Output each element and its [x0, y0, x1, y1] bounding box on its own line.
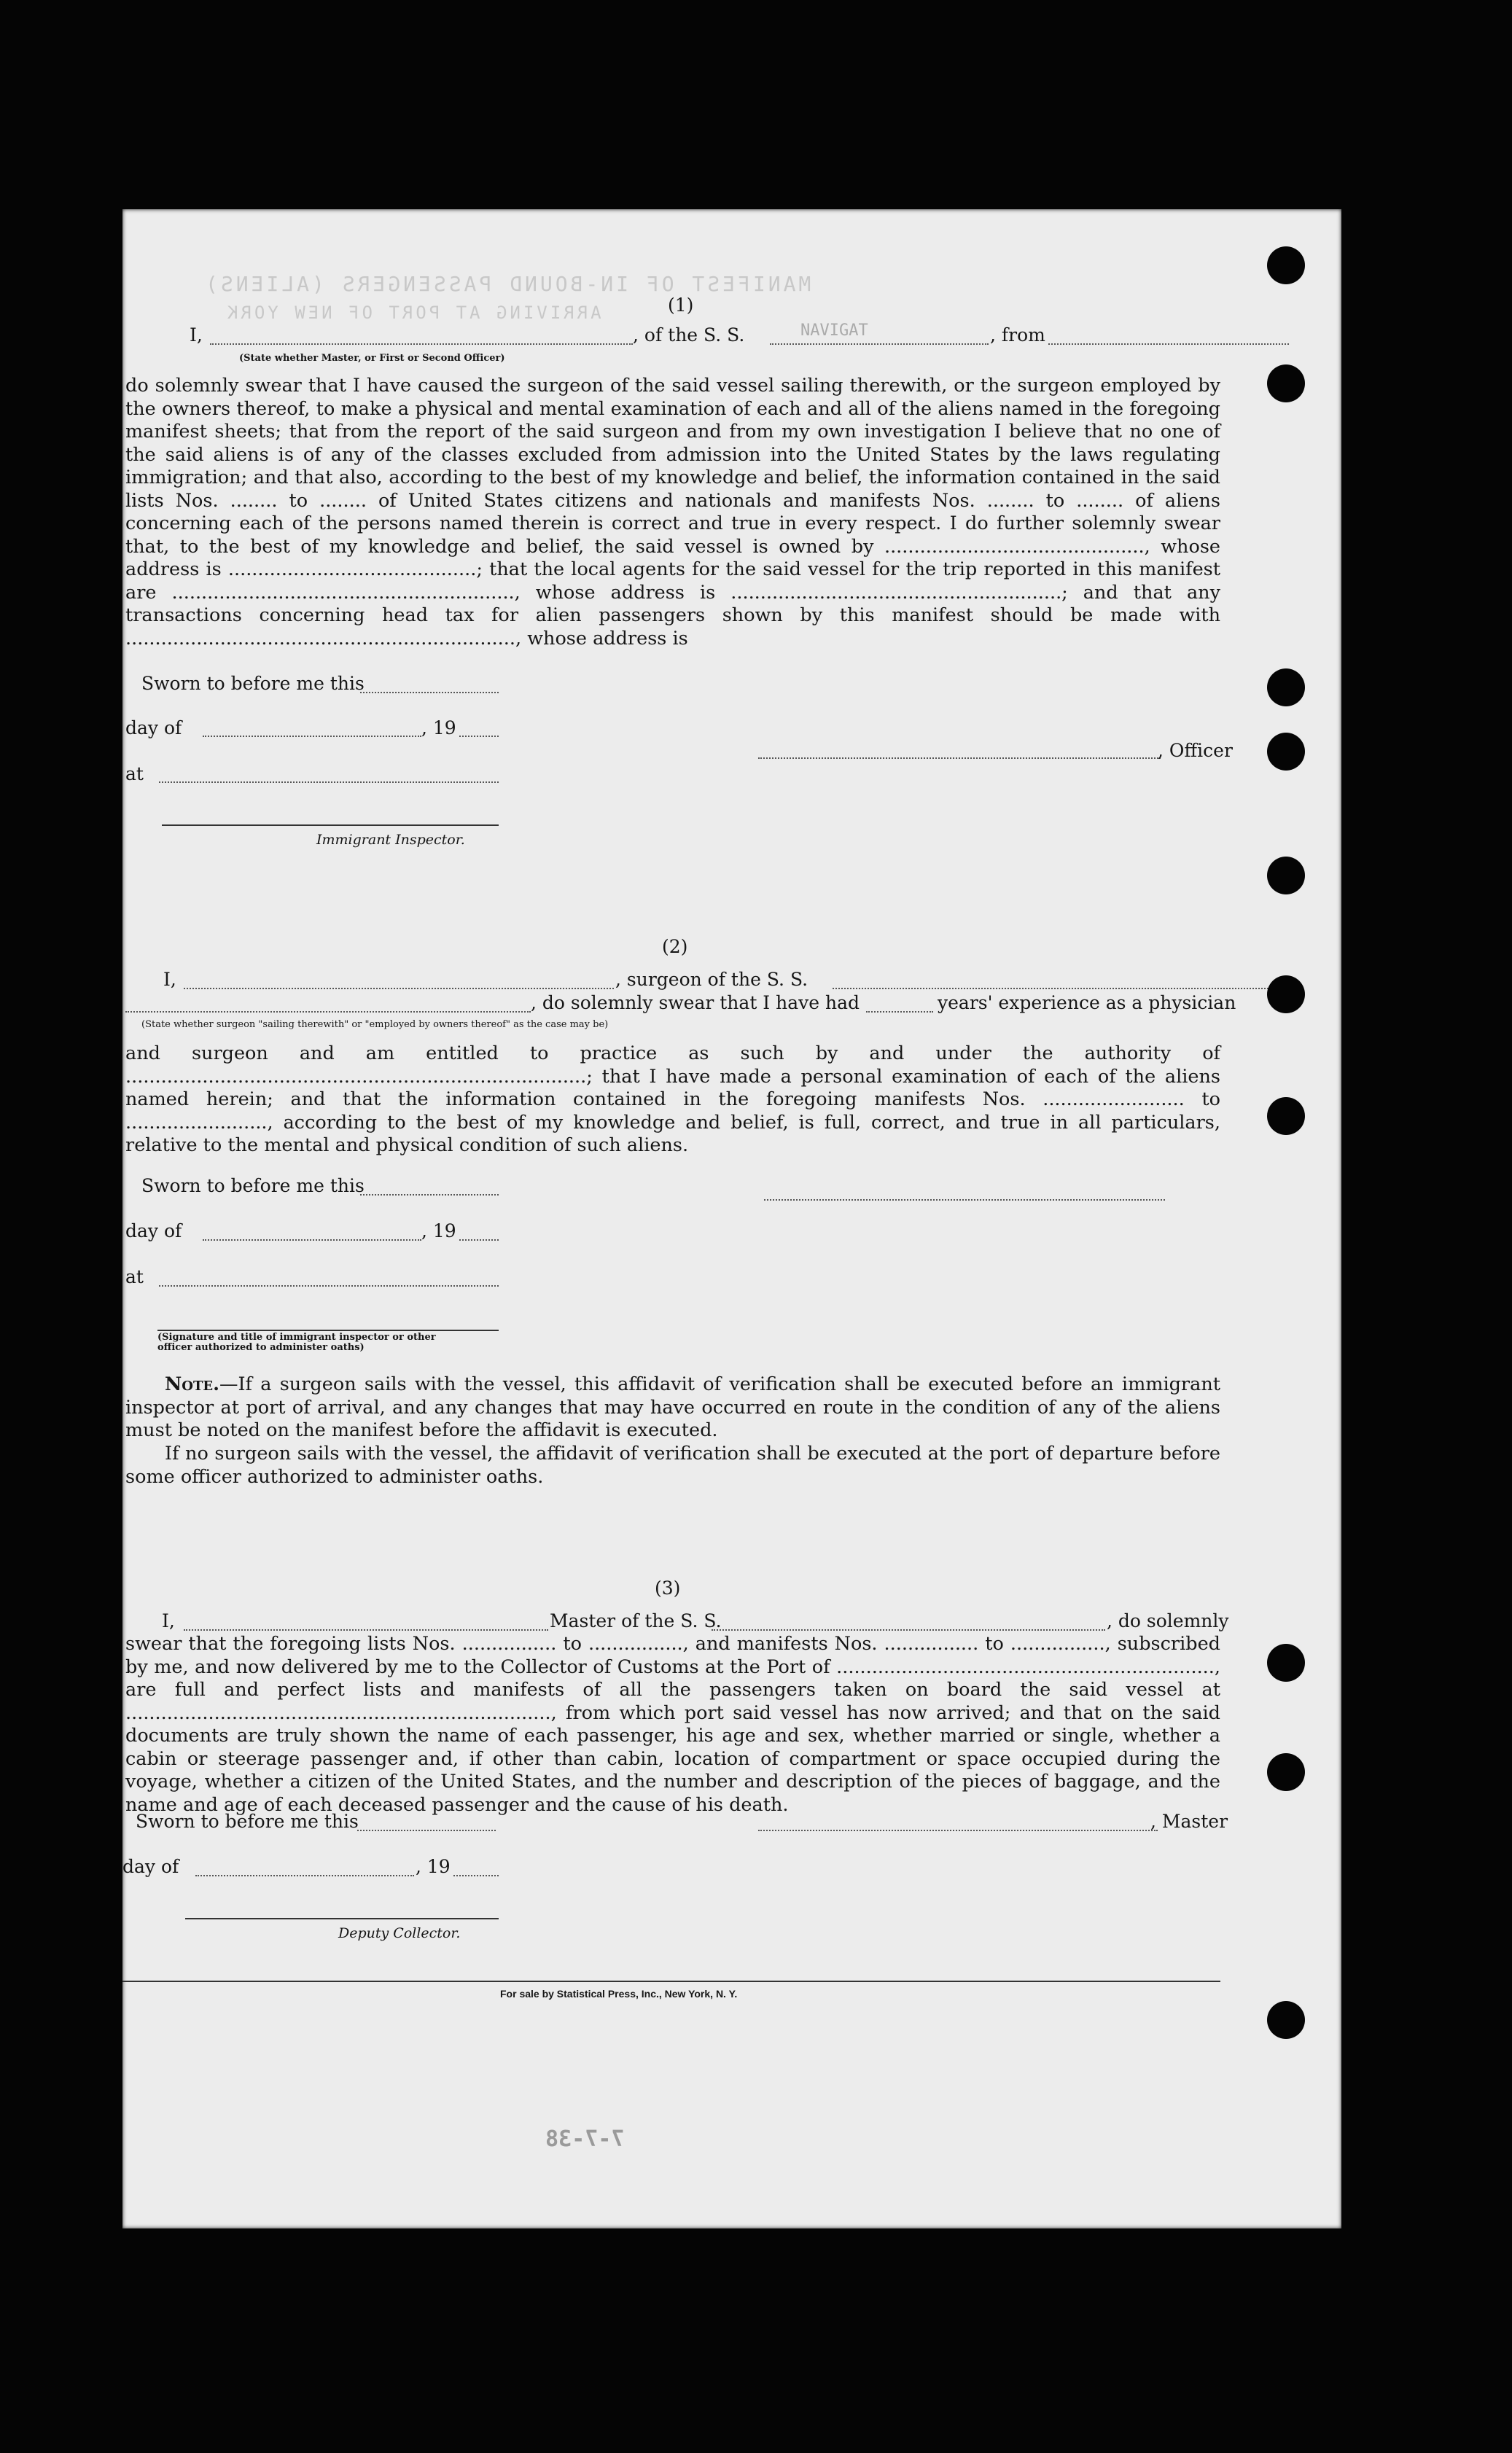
- manifest-back-sheet: [122, 209, 1341, 2228]
- s1-ship-name-blank: [770, 343, 989, 345]
- s3-master-signature-line: [758, 1830, 1158, 1831]
- s2-note-2: If no surgeon sails with the vessel, the affidavit of verification shall be executed at the port of departure before some officer authorized to administer oaths.: [125, 1443, 1220, 1488]
- s2-oath-text: and surgeon and am entitled to practice as such by and under the authority of ..............................................................................; that I have made a personal examination of each of the aliens named herein; and that the information contained in the foregoing manifests Nos. ........................ to ........................, according to the best of my knowledge and belief, is full, correct, and true in all particulars, relative to the mental and physical condition of such aliens.: [125, 1042, 1220, 1156]
- s1-at-label: at: [125, 763, 144, 784]
- s1-sworn-blank: [360, 692, 499, 693]
- s2-signature-note: (Signature and title of immigrant inspector or other officer authorized to administer oaths): [157, 1332, 436, 1353]
- s1-officer-name-blank: [210, 343, 633, 345]
- s1-i-label: I,: [190, 324, 203, 346]
- s2-at-label: at: [125, 1266, 144, 1287]
- s2-inspector-signature-line: [157, 1330, 499, 1331]
- s3-i-label: I,: [162, 1610, 175, 1631]
- section-2-number: (2): [662, 936, 688, 957]
- punch-hole-7: [1267, 1097, 1305, 1135]
- s3-collector-label: Deputy Collector.: [338, 1925, 461, 1941]
- s3-ship-blank: [712, 1629, 1105, 1631]
- s3-master-name-blank: [184, 1629, 548, 1631]
- s1-of-ss: , of the S. S.: [633, 324, 745, 346]
- s2-year-label: , 19: [421, 1220, 456, 1241]
- s2-sworn-blank: [360, 1194, 499, 1196]
- s2-ship-blank: [833, 988, 1292, 989]
- s3-sworn-label: Sworn to before me this: [136, 1811, 359, 1832]
- bleed-through-header-2: ARRIVING AT PORT OF NEW YORK: [225, 303, 601, 323]
- s2-years-label: years' experience as a physician: [938, 992, 1236, 1013]
- punch-hole-8: [1267, 1644, 1305, 1682]
- punch-hole-10: [1267, 2001, 1305, 2039]
- s3-year-blank: [453, 1875, 499, 1876]
- s3-master-label: , Master: [1150, 1811, 1228, 1832]
- s3-sworn-blank: [357, 1830, 496, 1831]
- s2-day-blank: [203, 1239, 421, 1241]
- s3-collector-signature-line: [185, 1918, 499, 1919]
- footer-imprint: For sale by Statistical Press, Inc., New York, N. Y.: [500, 1988, 738, 2000]
- s1-ship-name-handwritten: NAVIGAT: [800, 321, 868, 340]
- punch-hole-6: [1267, 975, 1305, 1013]
- footer-rule: [122, 1981, 1220, 1982]
- s1-inspector-signature-line: [162, 824, 499, 826]
- s3-day-of-label: day of: [122, 1856, 179, 1877]
- s1-year-blank: [459, 736, 499, 737]
- section-3-number: (3): [655, 1578, 681, 1599]
- punch-hole-4: [1267, 733, 1305, 771]
- s1-from-blank: [1048, 343, 1289, 345]
- punch-hole-3: [1267, 668, 1305, 706]
- s2-day-of-label: day of: [125, 1220, 182, 1241]
- bleed-through-stamp: 7-7-38: [545, 2126, 625, 2152]
- punch-hole-2: [1267, 364, 1305, 402]
- punch-hole-1: [1267, 246, 1305, 284]
- s2-note-text: —If a surgeon sails with the vessel, this affidavit of verification shall be executed before an immigrant inspector at port of arrival, and any changes that may have occurred en route in the condition of any of the aliens must be noted on the manifest before the affidavit is executed.: [125, 1373, 1220, 1441]
- s3-oath-text: swear that the foregoing lists Nos. ................ to ................, and manifests Nos. ................ to ................, subscribed by me, and now delivered by me to the Collector of Customs at the Port of ................................................................, are full and perfect lists and manifests of all the passengers taken on board the said vessel at ........................................................................, from which port said vessel has now arrived; and that on the said documents are truly shown the name of each passenger, his age and sex, whether married or single, whether a cabin or steerage passenger and, if other than cabin, location of compartment or space occupied during the voyage, whether a citizen of the United States, and the number and description of the pieces of baggage, and the name and age of each deceased passenger and the cause of his death.: [125, 1633, 1220, 1816]
- s2-sworn-label: Sworn to before me this: [141, 1175, 365, 1196]
- s2-surgeon-name-blank: [184, 988, 614, 989]
- s1-officer-signature-line: [758, 757, 1161, 759]
- s2-year-blank: [459, 1239, 499, 1241]
- s3-master-of: Master of the S. S.: [550, 1610, 722, 1631]
- s1-oath-text: do solemnly swear that I have caused the surgeon of the said vessel sailing therewith, or the surgeon employed by the owners thereof, to make a physical and mental examination of each and all of the aliens named in the foregoing manifest sheets; that from the report of the said surgeon and from my own investigation I believe that no one of the said aliens is of any of the classes excluded from admission into the United States by the laws regulating immigration; and that also, according to the best of my knowledge and belief, the information contained in the said lists Nos. ........ to ........ of United States citizens and nationals and manifests Nos. ........ to ........ of aliens concerning each of the persons named therein is correct and true in every respect. I do further solemnly swear that, to the best of my knowledge and belief, the said vessel is owned by ............................................, whose address is ..........................................; that the local agents for the said vessel for the trip reported in this manifest are .........................................................., whose address is ........................................................; and that any transactions concerning head tax for alien passengers shown by this manifest should be made with .................................................................., whose address is: [125, 375, 1220, 650]
- section-1-number: (1): [668, 295, 694, 316]
- s1-officer-label: , Officer: [1158, 740, 1233, 761]
- s2-surgeon-signature-line: [764, 1199, 1165, 1201]
- s2-swear-had: , do solemnly swear that I have had: [531, 992, 860, 1013]
- s1-sworn-label: Sworn to before me this: [141, 673, 365, 694]
- s1-day-blank: [203, 736, 421, 737]
- s1-inspector-label: Immigrant Inspector.: [316, 832, 465, 848]
- punch-hole-9: [1267, 1753, 1305, 1791]
- s2-status-blank: [125, 1011, 531, 1013]
- bleed-through-header: MANIFEST OF IN-BOUND PASSENGERS (ALIENS): [203, 272, 811, 296]
- s1-day-of-label: day of: [125, 717, 182, 738]
- s1-from-label: , from: [990, 324, 1045, 346]
- s3-year-label: , 19: [416, 1856, 451, 1877]
- s2-state-note: (State whether surgeon "sailing therewith" or "employed by owners thereof" as the case may be): [141, 1019, 609, 1030]
- s2-years-blank: [866, 1011, 933, 1013]
- s2-at-blank: [159, 1285, 499, 1287]
- s3-day-blank: [195, 1875, 414, 1876]
- s1-at-blank: [159, 781, 499, 783]
- s2-note-label: Note.: [165, 1373, 219, 1395]
- punch-hole-5: [1267, 857, 1305, 894]
- s2-i-label: I,: [163, 969, 176, 990]
- s1-state-note: (State whether Master, or First or Second Officer): [239, 353, 505, 364]
- s2-surgeon-of: , surgeon of the S. S.: [615, 969, 808, 990]
- s2-note: [125, 1373, 1220, 1443]
- s3-do-solemnly: , do solemnly: [1107, 1610, 1229, 1631]
- s1-year-label: , 19: [421, 717, 456, 738]
